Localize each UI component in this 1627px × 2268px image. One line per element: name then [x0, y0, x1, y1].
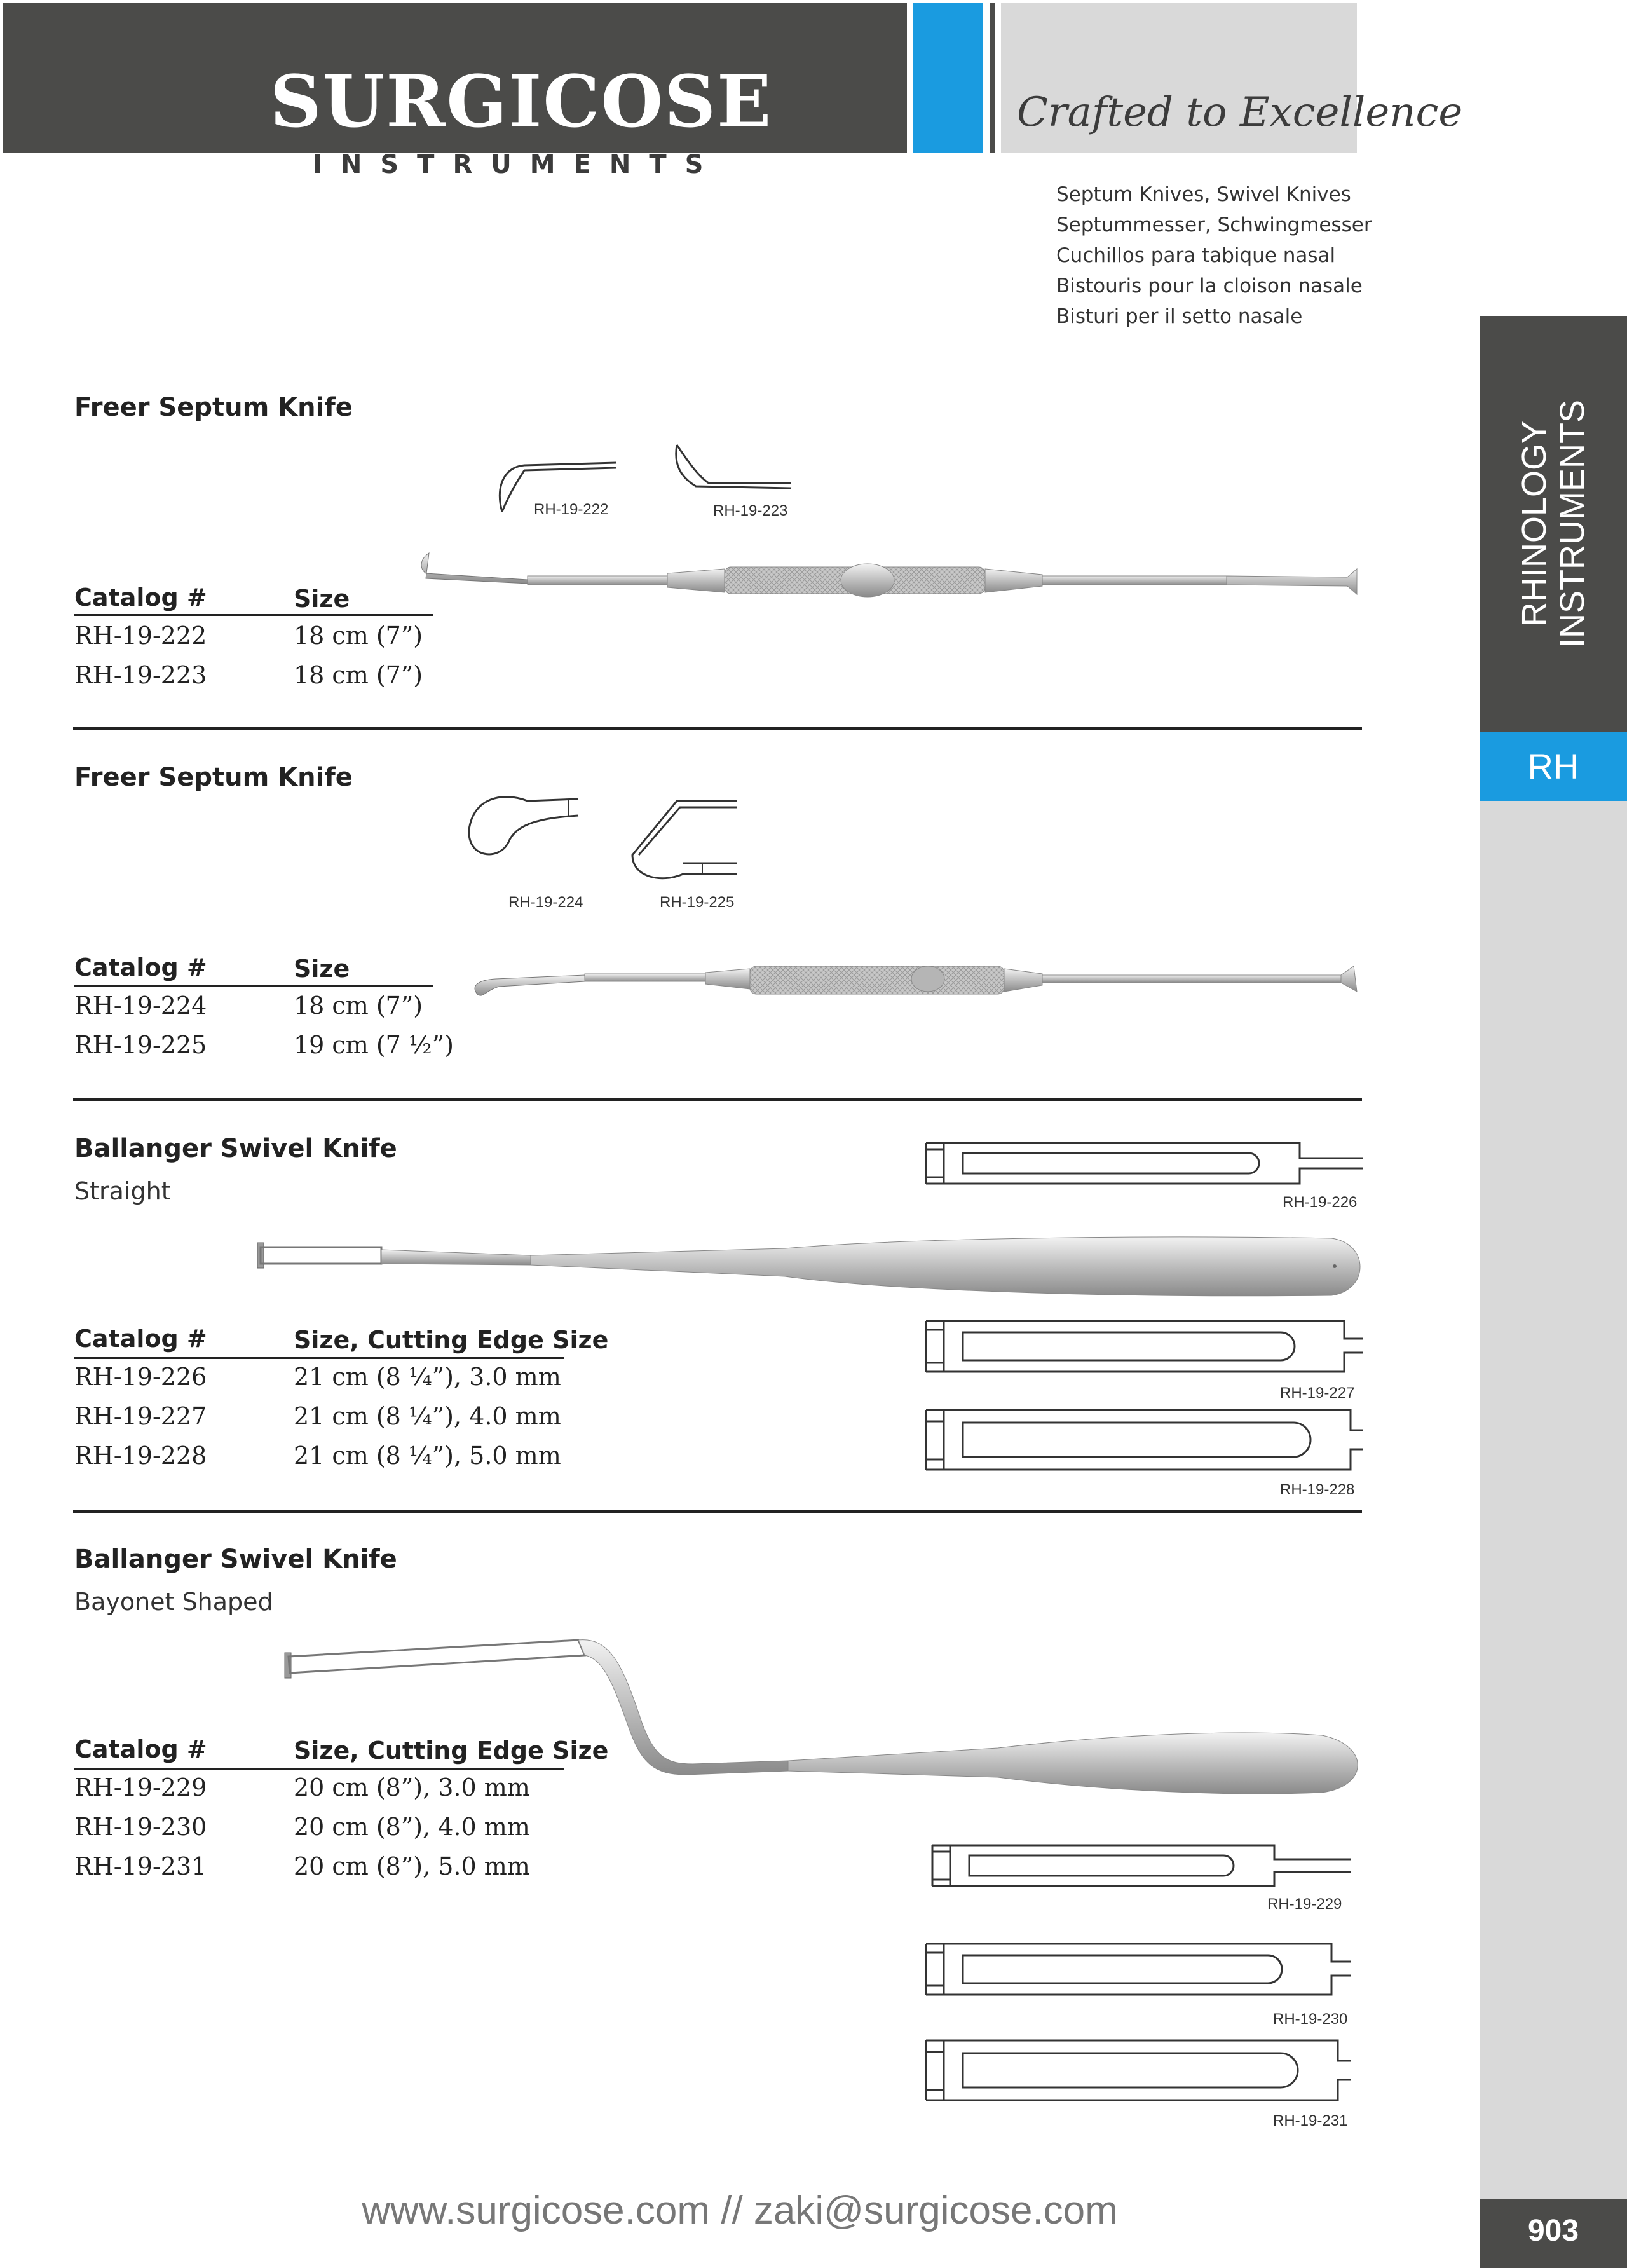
size-value: 21 cm (8 ¼”), 3.0 mm	[294, 1363, 561, 1391]
size-value: 21 cm (8 ¼”), 5.0 mm	[294, 1442, 561, 1470]
blade-drawing-rh-19-226	[925, 1138, 1363, 1189]
section-divider	[73, 727, 1362, 730]
catalog-number: RH-19-228	[74, 1442, 207, 1470]
size-value: 18 cm (7”)	[294, 992, 423, 1020]
header-accent-bar	[913, 3, 983, 153]
header-divider	[990, 3, 995, 153]
section-subtitle: Straight	[74, 1177, 171, 1205]
figure-label: RH-19-230	[1273, 2011, 1348, 2028]
section-subtitle: Bayonet Shaped	[74, 1588, 273, 1616]
column-header-size: Size, Cutting Edge Size	[294, 1737, 609, 1765]
section-divider	[73, 1510, 1362, 1513]
side-tab-title	[1480, 316, 1627, 732]
column-header-catalog: Catalog #	[74, 1325, 207, 1353]
figure-label: RH-19-225	[660, 894, 735, 911]
side-tab-line1: RHINOLOGY	[1515, 420, 1553, 627]
tip-drawing-rh-19-224	[464, 791, 591, 874]
column-header-size: Size	[294, 585, 350, 613]
footer-contact: www.surgicose.com // zaki@surgicose.com	[362, 2189, 1118, 2232]
blade-drawing-rh-19-227	[925, 1316, 1363, 1377]
section-title: Freer Septum Knife	[74, 393, 353, 422]
table-header-rule	[74, 1357, 564, 1359]
side-tab-strip	[1480, 801, 1627, 2268]
section-title: Ballanger Swivel Knife	[74, 1545, 397, 1574]
tip-drawing-rh-19-225	[629, 795, 744, 884]
language-line: Septummesser, Schwingmesser	[1056, 214, 1372, 236]
brand-logo: SURGICOSE	[269, 60, 773, 144]
page-number: 903	[1480, 2199, 1627, 2268]
section-title: Freer Septum Knife	[74, 763, 353, 792]
instrument-photo-freer-knife-1	[413, 534, 1366, 610]
size-value: 18 cm (7”)	[294, 661, 423, 689]
catalog-number: RH-19-223	[74, 661, 207, 689]
instrument-photo-freer-knife-2	[470, 947, 1366, 1011]
column-header-catalog: Catalog #	[74, 584, 207, 611]
table-header-rule	[74, 985, 433, 987]
catalog-number: RH-19-231	[74, 1852, 207, 1880]
brand-subtitle: INSTRUMENTS	[313, 150, 722, 179]
instrument-photo-ballanger-straight	[251, 1220, 1363, 1309]
tip-drawing-rh-19-223	[671, 439, 798, 509]
blade-drawing-rh-19-229	[931, 1840, 1351, 1891]
catalog-number: RH-19-230	[74, 1813, 207, 1841]
figure-label: RH-19-228	[1280, 1481, 1355, 1498]
language-line: Bistouris pour la cloison nasale	[1056, 275, 1363, 297]
catalog-number: RH-19-225	[74, 1031, 207, 1059]
catalog-number: RH-19-224	[74, 992, 207, 1020]
catalog-number: RH-19-229	[74, 1773, 207, 1801]
column-header-catalog: Catalog #	[74, 1735, 207, 1763]
table-header-rule	[74, 1768, 564, 1770]
language-line: Bisturi per il setto nasale	[1056, 305, 1303, 328]
figure-label: RH-19-229	[1267, 1896, 1342, 1913]
blade-drawing-rh-19-228	[925, 1405, 1363, 1475]
language-list	[1056, 179, 1372, 332]
figure-label: RH-19-223	[713, 502, 788, 519]
column-header-size: Size, Cutting Edge Size	[294, 1326, 609, 1354]
language-line: Septum Knives, Swivel Knives	[1056, 183, 1351, 206]
size-value: 20 cm (8”), 3.0 mm	[294, 1773, 530, 1801]
column-header-catalog: Catalog #	[74, 953, 207, 981]
size-value: 20 cm (8”), 5.0 mm	[294, 1852, 530, 1880]
figure-label: RH-19-227	[1280, 1384, 1355, 1402]
table-header-rule	[74, 614, 433, 616]
side-tab-line2: INSTRUMENTS	[1553, 400, 1591, 648]
figure-label: RH-19-226	[1283, 1194, 1358, 1211]
tagline-signature: Crafted to Excellence	[1017, 89, 1463, 136]
catalog-number: RH-19-227	[74, 1402, 207, 1430]
figure-label: RH-19-222	[534, 501, 609, 518]
section-title: Ballanger Swivel Knife	[74, 1134, 397, 1163]
section-divider	[73, 1098, 1362, 1101]
language-line: Cuchillos para tabique nasal	[1056, 244, 1336, 267]
column-header-size: Size	[294, 955, 350, 983]
figure-label: RH-19-231	[1273, 2112, 1348, 2129]
side-tab-code: RH	[1480, 732, 1627, 801]
size-value: 21 cm (8 ¼”), 4.0 mm	[294, 1402, 561, 1430]
size-value: 18 cm (7”)	[294, 622, 423, 650]
blade-drawing-rh-19-231	[925, 2035, 1351, 2105]
figure-label: RH-19-224	[508, 894, 583, 911]
size-value: 19 cm (7 ½”)	[294, 1031, 454, 1059]
catalog-number: RH-19-226	[74, 1363, 207, 1391]
size-value: 20 cm (8”), 4.0 mm	[294, 1813, 530, 1841]
blade-drawing-rh-19-230	[925, 1939, 1351, 2000]
catalog-number: RH-19-222	[74, 622, 207, 650]
